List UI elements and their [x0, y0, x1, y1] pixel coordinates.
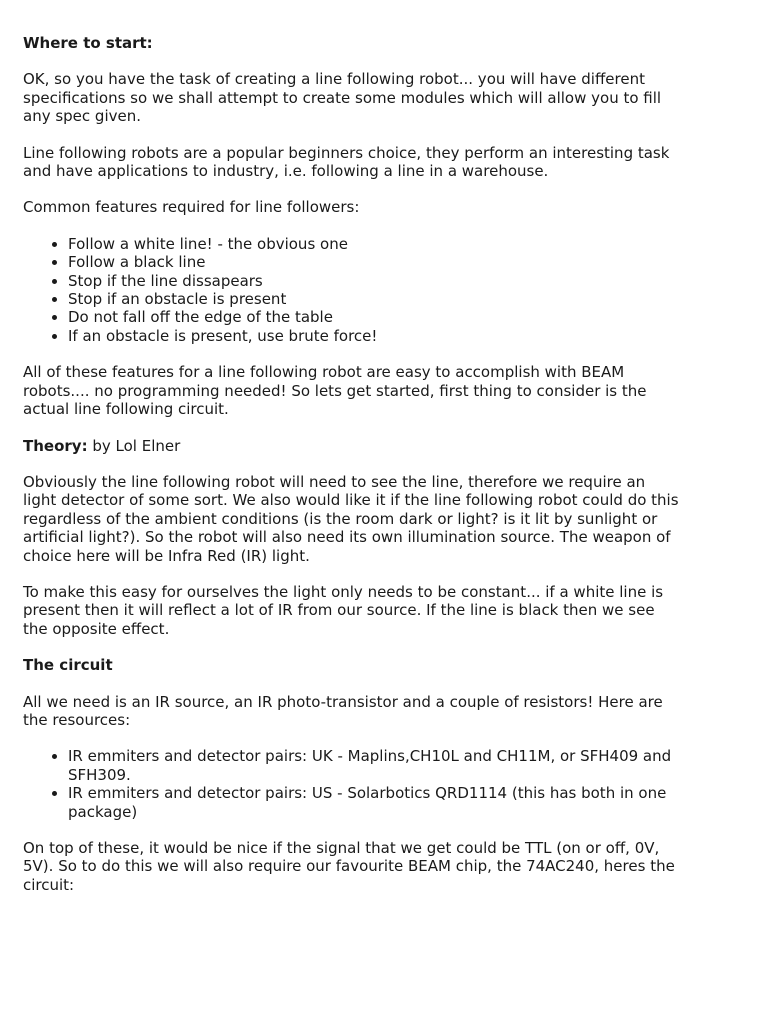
popularity-paragraph: Line following robots are a popular beginners choice, they perform an interesting task and have applications to industry, i.e. following a line in a warehouse. — [23, 143, 670, 181]
beam-paragraph: All of these features for a line following robot are easy to accomplish with BEAM robots.... no programming needed! So lets get started, first thing to consider is the actual line following circuit. — [23, 363, 647, 419]
list-item: • If an obstacle is present, use brute force! — [68, 327, 683, 345]
list-item: • Follow a white line! - the obvious one — [68, 235, 683, 253]
circuit-paragraph-2: On top of these, it would be nice if the signal that we get could be TTL (on or off, 0V, 5V). So to do this we will also require our favourite BEAM chip, the 74AC240, heres the circuit: — [23, 839, 675, 894]
list-item: • Follow a black line — [68, 253, 683, 271]
circuit-paragraph-1: All we need is an IR source, an IR photo-transistor and a couple of resistors! Here are the resources: — [23, 692, 663, 729]
resources-list — [23, 747, 683, 821]
list-item: • Stop if an obstacle is present — [68, 290, 683, 308]
intro-paragraph: OK, so you have the task of creating a line following robot... you will have different specifications so we shall attempt to create some modules which will allow you to fill any spec given. — [23, 70, 662, 126]
article-content — [23, 34, 683, 894]
theory-paragraph-2: To make this easy for ourselves the light only needs to be constant... if a white line is present then it will reflect a lot of IR from our source. If the line is black then we see the opposite effect. — [23, 582, 664, 638]
theory-byline: by Lol Elner — [87, 436, 181, 455]
circuit-heading: The circuit — [23, 656, 113, 675]
theory-heading: Theory: — [23, 436, 88, 455]
features-list — [23, 235, 683, 345]
where-to-start-heading: Where to start: — [23, 34, 153, 52]
list-item: • IR emmiters and detector pairs: US - Solarbotics QRD1114 (this has both in one package) — [68, 784, 683, 821]
list-item: • Do not fall off the edge of the table — [68, 308, 683, 326]
theory-line — [23, 437, 683, 455]
list-item: • IR emmiters and detector pairs: UK - Maplins,CH10L and CH11M, or SFH409 and SFH309. — [68, 747, 683, 784]
theory-paragraph-1: Obviously the line following robot will need to see the line, therefore we require an light detector of some sort. We also would like it if the line following robot could do this regardless of the ambient conditions (is the room dark or light? is it lit by sunlight or artificial light?). So the robot will also need its own illumination source. The weapon of choice here will be Infra Red (IR) light. — [23, 472, 679, 565]
features-intro-paragraph: Common features required for line followers: — [23, 198, 360, 217]
list-item: • Stop if the line dissapears — [68, 272, 683, 290]
